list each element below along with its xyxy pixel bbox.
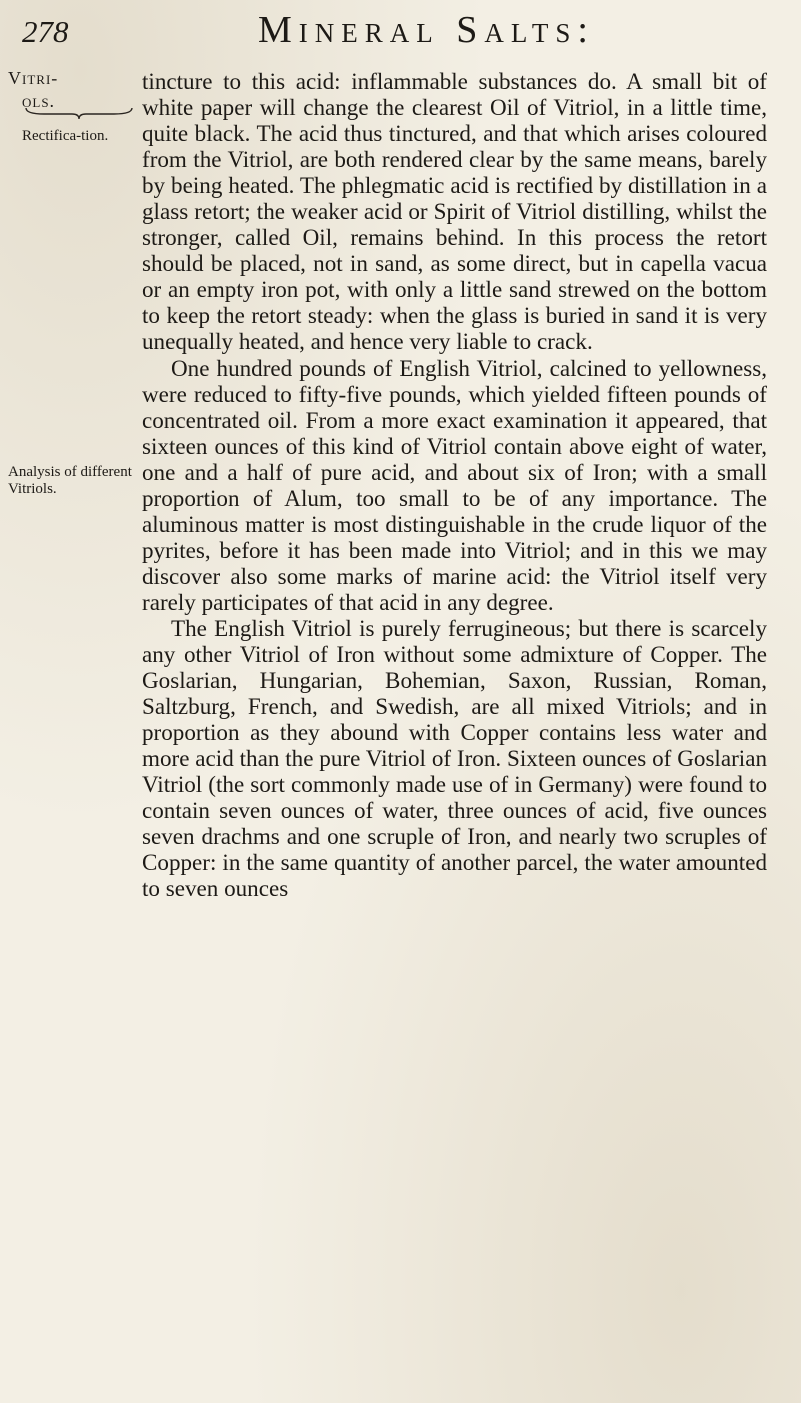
margin-section-head: Vitri-	[8, 68, 59, 88]
paragraph-mixed-vitriols: The English Vitriol is purely ferrugineous; but there is scarcely any other Vitriol of Iron without some admixture of Copper. The Goslarian, Hungarian, Bohemian, Saxon, Russian, Roman, Saltzburg, French, and Swedish, are all mixed Vitriols; and in proportion as they abound with Copper contains less water and more acid than the pure Vitriol of Iron. Sixteen ounces of Goslarian Vitriol (the sort commonly made use of in Germany) were found to contain seven ounces of water, three ounces of acid, five ounces seven drachms and one scruple of Iron, and nearly two scruples of Copper: in the same quantity of another parcel, the water amounted to seven ounces	[142, 614, 767, 902]
margin-section-head-continued: ols.	[22, 91, 56, 111]
page-number: 278	[22, 14, 69, 49]
margin-brace	[24, 106, 134, 120]
margin-note-analysis: Analysis of different Vitriols.	[8, 464, 132, 497]
paragraph-english-vitriol: One hundred pounds of English Vitriol, calcined to yellowness, were reduced to fifty-five pounds, which yielded fifteen pounds of concentrated oil. From a more exact examination it appeared, that sixteen ounces of this kind of Vitriol contain above eight of water, one and a half of pure acid, and about six of Iron; with a small proportion of Alum, too small to be of any importance. The aluminous matter is most distinguishable in the crude liquor of the pyrites, before it has been made into Vitriol; and in this we may discover also some marks of marine acid: the Vitriol itself very rarely participates of that acid in any degree.	[142, 354, 767, 615]
running-head: Mineral Salts:	[258, 9, 595, 51]
body-text	[142, 68, 767, 902]
margin-note-rectification: Rectifica-tion.	[22, 128, 109, 144]
paragraph-rectification: tincture to this acid: inflammable substances do. A small bit of white paper will change the clearest Oil of Vitriol, in a little time, quite black. The acid thus tinctured, and that which arises coloured from the Vitriol, are both rendered clear by the same means, barely by being heated. The phlegmatic acid is rectified by distillation in a glass retort; the weaker acid or Spirit of Vitriol distilling, whilst the stronger, called Oil, remains behind. In this process the retort should be placed, not in sand, as some direct, but in capella vacua or an empty iron pot, with only a little sand strewed on the bottom to keep the retort steady: when the glass is buried in sand it is very unequally heated, and hence very liable to crack.	[142, 68, 767, 355]
